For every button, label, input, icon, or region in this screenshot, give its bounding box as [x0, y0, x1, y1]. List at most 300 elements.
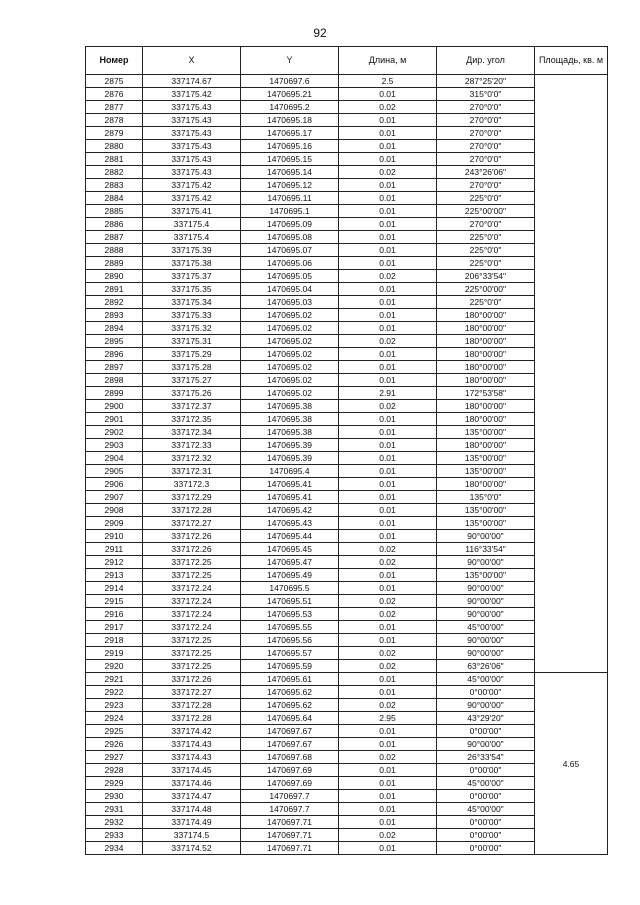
cell-y: 1470695.51 — [241, 595, 339, 608]
cell-angle: 287°25'20" — [437, 75, 535, 88]
cell-y: 1470695.38 — [241, 413, 339, 426]
table-row — [86, 816, 608, 829]
cell-length: 0.02 — [339, 556, 437, 569]
cell-y: 1470695.02 — [241, 387, 339, 400]
cell-length: 0.01 — [339, 309, 437, 322]
cell-angle: 135°00'00" — [437, 426, 535, 439]
table-row — [86, 244, 608, 257]
cell-angle: 270°0'0" — [437, 101, 535, 114]
cell-length: 0.02 — [339, 270, 437, 283]
cell-x: 337172.25 — [143, 660, 241, 673]
cell-angle: 90°00'00" — [437, 608, 535, 621]
cell-number: 2905 — [86, 465, 143, 478]
table-row — [86, 101, 608, 114]
header-x: X — [143, 47, 241, 75]
cell-number: 2920 — [86, 660, 143, 673]
cell-number: 2893 — [86, 309, 143, 322]
cell-y: 1470695.44 — [241, 530, 339, 543]
cell-y: 1470695.43 — [241, 517, 339, 530]
cell-x: 337172.25 — [143, 556, 241, 569]
cell-x: 337175.38 — [143, 257, 241, 270]
table-row — [86, 751, 608, 764]
cell-length: 0.01 — [339, 140, 437, 153]
cell-angle: 180°00'00" — [437, 348, 535, 361]
area-value: 4.65 — [535, 673, 608, 855]
table-row — [86, 413, 608, 426]
cell-x: 337175.42 — [143, 179, 241, 192]
cell-y: 1470697.67 — [241, 738, 339, 751]
cell-x: 337175.39 — [143, 244, 241, 257]
cell-angle: 45°00'00" — [437, 673, 535, 686]
cell-number: 2919 — [86, 647, 143, 660]
table-row — [86, 725, 608, 738]
cell-y: 1470697.71 — [241, 816, 339, 829]
cell-length: 0.01 — [339, 582, 437, 595]
cell-length: 0.01 — [339, 452, 437, 465]
cell-angle: 172°53'58" — [437, 387, 535, 400]
table-row — [86, 790, 608, 803]
cell-number: 2889 — [86, 257, 143, 270]
cell-x: 337174.49 — [143, 816, 241, 829]
cell-angle: 45°00'00" — [437, 803, 535, 816]
cell-length: 0.01 — [339, 842, 437, 855]
table-row — [86, 660, 608, 673]
cell-number: 2876 — [86, 88, 143, 101]
table-row — [86, 400, 608, 413]
table-row — [86, 517, 608, 530]
cell-x: 337175.43 — [143, 166, 241, 179]
cell-length: 0.02 — [339, 400, 437, 413]
table-row — [86, 478, 608, 491]
cell-angle: 90°00'00" — [437, 738, 535, 751]
cell-x: 337172.26 — [143, 673, 241, 686]
cell-y: 1470695.5 — [241, 582, 339, 595]
table-row — [86, 231, 608, 244]
cell-y: 1470695.39 — [241, 439, 339, 452]
cell-length: 0.01 — [339, 257, 437, 270]
cell-x: 337175.28 — [143, 361, 241, 374]
cell-length: 0.02 — [339, 166, 437, 179]
cell-number: 2917 — [86, 621, 143, 634]
table-row — [86, 621, 608, 634]
cell-y: 1470697.7 — [241, 803, 339, 816]
table-row — [86, 712, 608, 725]
cell-angle: 135°0'0" — [437, 491, 535, 504]
cell-number: 2881 — [86, 153, 143, 166]
cell-x: 337172.28 — [143, 712, 241, 725]
cell-number: 2916 — [86, 608, 143, 621]
cell-x: 337172.24 — [143, 608, 241, 621]
cell-number: 2895 — [86, 335, 143, 348]
table-row — [86, 842, 608, 855]
cell-angle: 270°0'0" — [437, 140, 535, 153]
cell-angle: 270°0'0" — [437, 114, 535, 127]
table-row — [86, 608, 608, 621]
header-length: Длина, м — [339, 47, 437, 75]
table-row — [86, 647, 608, 660]
cell-y: 1470697.69 — [241, 777, 339, 790]
cell-length: 0.02 — [339, 829, 437, 842]
cell-angle: 225°0'0" — [437, 244, 535, 257]
cell-length: 2.91 — [339, 387, 437, 400]
cell-y: 1470695.15 — [241, 153, 339, 166]
cell-x: 337172.3 — [143, 478, 241, 491]
cell-angle: 225°0'0" — [437, 257, 535, 270]
cell-x: 337175.42 — [143, 192, 241, 205]
cell-x: 337172.29 — [143, 491, 241, 504]
table-row — [86, 452, 608, 465]
cell-angle: 225°0'0" — [437, 296, 535, 309]
cell-x: 337174.52 — [143, 842, 241, 855]
cell-y: 1470695.04 — [241, 283, 339, 296]
cell-x: 337175.4 — [143, 231, 241, 244]
cell-y: 1470695.41 — [241, 491, 339, 504]
cell-number: 2904 — [86, 452, 143, 465]
cell-angle: 243°26'06" — [437, 166, 535, 179]
cell-length: 0.01 — [339, 283, 437, 296]
cell-y: 1470695.17 — [241, 127, 339, 140]
cell-y: 1470695.02 — [241, 374, 339, 387]
cell-angle: 43°29'20" — [437, 712, 535, 725]
cell-number: 2932 — [86, 816, 143, 829]
cell-y: 1470697.7 — [241, 790, 339, 803]
cell-angle: 315°0'0" — [437, 88, 535, 101]
cell-angle: 225°0'0" — [437, 231, 535, 244]
cell-y: 1470695.47 — [241, 556, 339, 569]
table-row — [86, 140, 608, 153]
cell-length: 0.01 — [339, 621, 437, 634]
cell-number: 2896 — [86, 348, 143, 361]
table-row — [86, 439, 608, 452]
cell-number: 2884 — [86, 192, 143, 205]
cell-y: 1470697.6 — [241, 75, 339, 88]
cell-y: 1470695.4 — [241, 465, 339, 478]
cell-number: 2933 — [86, 829, 143, 842]
cell-y: 1470695.61 — [241, 673, 339, 686]
cell-number: 2903 — [86, 439, 143, 452]
cell-y: 1470697.71 — [241, 842, 339, 855]
cell-y: 1470695.02 — [241, 322, 339, 335]
cell-x: 337175.35 — [143, 283, 241, 296]
cell-y: 1470697.69 — [241, 764, 339, 777]
cell-x: 337172.28 — [143, 699, 241, 712]
cell-angle: 135°00'00" — [437, 465, 535, 478]
table-row — [86, 348, 608, 361]
table-row — [86, 426, 608, 439]
cell-length: 0.02 — [339, 751, 437, 764]
cell-number: 2934 — [86, 842, 143, 855]
cell-length: 0.01 — [339, 517, 437, 530]
cell-length: 0.01 — [339, 777, 437, 790]
cell-x: 337172.26 — [143, 530, 241, 543]
cell-x: 337175.34 — [143, 296, 241, 309]
cell-angle: 135°00'00" — [437, 452, 535, 465]
cell-length: 0.01 — [339, 153, 437, 166]
cell-number: 2924 — [86, 712, 143, 725]
cell-y: 1470697.68 — [241, 751, 339, 764]
cell-number: 2923 — [86, 699, 143, 712]
table-row — [86, 322, 608, 335]
cell-y: 1470695.56 — [241, 634, 339, 647]
cell-number: 2928 — [86, 764, 143, 777]
cell-number: 2912 — [86, 556, 143, 569]
cell-angle: 180°00'00" — [437, 361, 535, 374]
cell-y: 1470695.64 — [241, 712, 339, 725]
cell-angle: 206°33'54" — [437, 270, 535, 283]
cell-x: 337172.33 — [143, 439, 241, 452]
cell-length: 0.01 — [339, 322, 437, 335]
cell-y: 1470695.57 — [241, 647, 339, 660]
cell-x: 337175.43 — [143, 114, 241, 127]
cell-angle: 90°00'00" — [437, 647, 535, 660]
cell-length: 2.95 — [339, 712, 437, 725]
cell-length: 0.01 — [339, 816, 437, 829]
cell-number: 2921 — [86, 673, 143, 686]
cell-number: 2911 — [86, 543, 143, 556]
cell-x: 337175.43 — [143, 153, 241, 166]
cell-x: 337172.28 — [143, 504, 241, 517]
cell-number: 2898 — [86, 374, 143, 387]
table-row — [86, 582, 608, 595]
cell-angle: 180°00'00" — [437, 322, 535, 335]
cell-y: 1470695.02 — [241, 335, 339, 348]
cell-x: 337175.43 — [143, 101, 241, 114]
cell-angle: 116°33'54" — [437, 543, 535, 556]
cell-angle: 225°00'00" — [437, 205, 535, 218]
cell-number: 2927 — [86, 751, 143, 764]
table-row — [86, 192, 608, 205]
cell-y: 1470695.03 — [241, 296, 339, 309]
cell-y: 1470695.2 — [241, 101, 339, 114]
cell-angle: 270°0'0" — [437, 153, 535, 166]
cell-number: 2910 — [86, 530, 143, 543]
cell-number: 2915 — [86, 595, 143, 608]
cell-y: 1470695.16 — [241, 140, 339, 153]
cell-angle: 180°00'00" — [437, 309, 535, 322]
table-row — [86, 556, 608, 569]
table-row — [86, 75, 608, 88]
cell-length: 0.01 — [339, 127, 437, 140]
header-number: Номер — [86, 47, 143, 75]
table-row — [86, 465, 608, 478]
table-row — [86, 387, 608, 400]
cell-angle: 90°00'00" — [437, 582, 535, 595]
cell-number: 2890 — [86, 270, 143, 283]
table-row — [86, 283, 608, 296]
cell-angle: 135°00'00" — [437, 517, 535, 530]
cell-y: 1470695.14 — [241, 166, 339, 179]
table-row — [86, 114, 608, 127]
table-row — [86, 361, 608, 374]
cell-angle: 90°00'00" — [437, 556, 535, 569]
cell-number: 2892 — [86, 296, 143, 309]
cell-y: 1470695.08 — [241, 231, 339, 244]
table-row — [86, 634, 608, 647]
cell-length: 0.01 — [339, 296, 437, 309]
cell-x: 337174.5 — [143, 829, 241, 842]
cell-number: 2931 — [86, 803, 143, 816]
table-row — [86, 88, 608, 101]
cell-number: 2925 — [86, 725, 143, 738]
cell-x: 337172.24 — [143, 595, 241, 608]
table-row — [86, 491, 608, 504]
cell-angle: 90°00'00" — [437, 595, 535, 608]
cell-number: 2887 — [86, 231, 143, 244]
cell-number: 2894 — [86, 322, 143, 335]
cell-number: 2926 — [86, 738, 143, 751]
table-row — [86, 296, 608, 309]
cell-y: 1470697.67 — [241, 725, 339, 738]
cell-number: 2880 — [86, 140, 143, 153]
cell-y: 1470695.05 — [241, 270, 339, 283]
cell-number: 2930 — [86, 790, 143, 803]
cell-angle: 0°00'00" — [437, 829, 535, 842]
cell-length: 0.01 — [339, 673, 437, 686]
cell-y: 1470695.06 — [241, 257, 339, 270]
header-y: Y — [241, 47, 339, 75]
cell-x: 337172.34 — [143, 426, 241, 439]
cell-x: 337175.33 — [143, 309, 241, 322]
cell-length: 0.01 — [339, 348, 437, 361]
cell-number: 2878 — [86, 114, 143, 127]
cell-x: 337175.32 — [143, 322, 241, 335]
cell-length: 0.01 — [339, 231, 437, 244]
cell-angle: 270°0'0" — [437, 127, 535, 140]
cell-length: 0.01 — [339, 478, 437, 491]
cell-y: 1470695.02 — [241, 361, 339, 374]
cell-number: 2918 — [86, 634, 143, 647]
cell-x: 337172.26 — [143, 543, 241, 556]
cell-number: 2901 — [86, 413, 143, 426]
cell-angle: 180°00'00" — [437, 439, 535, 452]
cell-number: 2914 — [86, 582, 143, 595]
cell-number: 2906 — [86, 478, 143, 491]
cell-x: 337175.41 — [143, 205, 241, 218]
cell-y: 1470695.12 — [241, 179, 339, 192]
cell-x: 337175.37 — [143, 270, 241, 283]
cell-angle: 26°33'54" — [437, 751, 535, 764]
cell-length: 0.01 — [339, 439, 437, 452]
cell-angle: 270°0'0" — [437, 179, 535, 192]
cell-number: 2907 — [86, 491, 143, 504]
cell-y: 1470695.42 — [241, 504, 339, 517]
cell-y: 1470695.39 — [241, 452, 339, 465]
cell-number: 2882 — [86, 166, 143, 179]
cell-x: 337172.25 — [143, 647, 241, 660]
table-row — [86, 179, 608, 192]
cell-number: 2900 — [86, 400, 143, 413]
cell-angle: 180°00'00" — [437, 413, 535, 426]
table-row — [86, 218, 608, 231]
cell-length: 0.01 — [339, 114, 437, 127]
cell-x: 337174.48 — [143, 803, 241, 816]
cell-length: 0.02 — [339, 660, 437, 673]
cell-y: 1470697.71 — [241, 829, 339, 842]
cell-length: 0.01 — [339, 413, 437, 426]
cell-angle: 0°00'00" — [437, 725, 535, 738]
table-row — [86, 530, 608, 543]
table-row — [86, 309, 608, 322]
cell-length: 0.02 — [339, 101, 437, 114]
cell-length: 0.01 — [339, 686, 437, 699]
cell-length: 0.01 — [339, 569, 437, 582]
cell-y: 1470695.45 — [241, 543, 339, 556]
cell-x: 337172.31 — [143, 465, 241, 478]
table-row — [86, 829, 608, 842]
cell-angle: 135°00'00" — [437, 504, 535, 517]
cell-x: 337174.47 — [143, 790, 241, 803]
cell-number: 2908 — [86, 504, 143, 517]
table-row — [86, 257, 608, 270]
table-row — [86, 673, 608, 686]
cell-x: 337172.27 — [143, 517, 241, 530]
cell-number: 2891 — [86, 283, 143, 296]
cell-angle: 225°0'0" — [437, 192, 535, 205]
cell-x: 337174.43 — [143, 738, 241, 751]
cell-length: 0.01 — [339, 725, 437, 738]
cell-length: 0.01 — [339, 634, 437, 647]
cell-x: 337175.43 — [143, 127, 241, 140]
cell-angle: 0°00'00" — [437, 686, 535, 699]
table-row — [86, 777, 608, 790]
cell-length: 0.01 — [339, 465, 437, 478]
cell-number: 2879 — [86, 127, 143, 140]
cell-number: 2913 — [86, 569, 143, 582]
area-cell-empty — [535, 75, 608, 673]
table-row — [86, 803, 608, 816]
cell-angle: 180°00'00" — [437, 374, 535, 387]
table-row — [86, 270, 608, 283]
cell-y: 1470695.1 — [241, 205, 339, 218]
cell-number: 2886 — [86, 218, 143, 231]
cell-x: 337172.24 — [143, 582, 241, 595]
cell-y: 1470695.53 — [241, 608, 339, 621]
table-row — [86, 153, 608, 166]
table-row — [86, 764, 608, 777]
cell-length: 0.01 — [339, 179, 437, 192]
cell-length: 0.01 — [339, 530, 437, 543]
cell-length: 0.01 — [339, 491, 437, 504]
cell-x: 337172.27 — [143, 686, 241, 699]
cell-number: 2885 — [86, 205, 143, 218]
cell-length: 0.01 — [339, 764, 437, 777]
cell-length: 0.01 — [339, 803, 437, 816]
header-angle: Дир. угол — [437, 47, 535, 75]
cell-x: 337175.31 — [143, 335, 241, 348]
cell-number: 2909 — [86, 517, 143, 530]
cell-x: 337174.67 — [143, 75, 241, 88]
cell-angle: 0°00'00" — [437, 790, 535, 803]
table-row — [86, 543, 608, 556]
cell-x: 337174.43 — [143, 751, 241, 764]
cell-x: 337172.32 — [143, 452, 241, 465]
cell-x: 337172.35 — [143, 413, 241, 426]
cell-x: 337175.43 — [143, 140, 241, 153]
cell-length: 0.01 — [339, 244, 437, 257]
cell-y: 1470695.07 — [241, 244, 339, 257]
table-row — [86, 686, 608, 699]
cell-x: 337174.45 — [143, 764, 241, 777]
cell-y: 1470695.11 — [241, 192, 339, 205]
table-row — [86, 738, 608, 751]
cell-length: 0.02 — [339, 608, 437, 621]
cell-length: 0.01 — [339, 88, 437, 101]
cell-length: 0.02 — [339, 699, 437, 712]
cell-angle: 45°00'00" — [437, 777, 535, 790]
cell-x: 337175.27 — [143, 374, 241, 387]
cell-length: 2.5 — [339, 75, 437, 88]
cell-angle: 90°00'00" — [437, 699, 535, 712]
